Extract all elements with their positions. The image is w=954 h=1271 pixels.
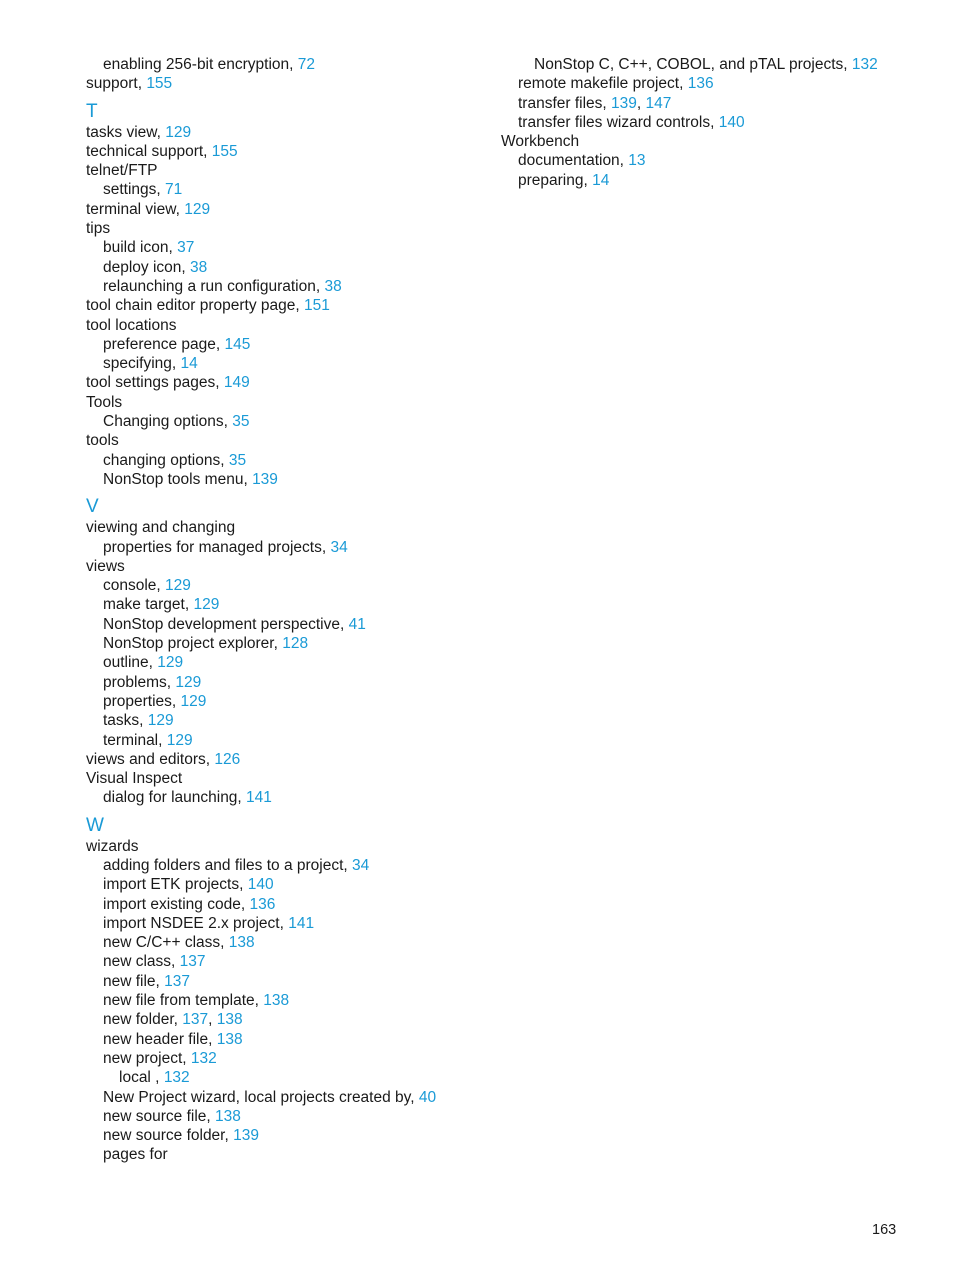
index-term: views and editors, bbox=[86, 750, 215, 768]
index-entry bbox=[86, 373, 486, 392]
index-entry bbox=[86, 296, 486, 315]
page-link[interactable]: 141 bbox=[288, 914, 315, 932]
index-term: build icon, bbox=[103, 239, 178, 257]
index-letter-heading: T bbox=[86, 100, 98, 122]
page-link[interactable]: 71 bbox=[165, 181, 183, 199]
index-term: adding folders and files to a project, bbox=[103, 856, 353, 874]
index-entry bbox=[86, 161, 486, 180]
index-term: tools bbox=[86, 432, 119, 450]
index-entry bbox=[86, 933, 486, 952]
index-term: import existing code, bbox=[103, 895, 250, 913]
index-term: support, bbox=[86, 75, 147, 93]
index-term: relaunching a run configuration, bbox=[103, 277, 325, 295]
index-term: import NSDEE 2.x project, bbox=[103, 914, 289, 932]
index-entry bbox=[86, 914, 486, 933]
index-term: tasks, bbox=[103, 712, 148, 730]
index-entry bbox=[86, 55, 486, 74]
index-entry bbox=[86, 538, 486, 557]
index-entry bbox=[86, 219, 486, 238]
page-link[interactable]: 37 bbox=[177, 239, 195, 257]
page-link[interactable]: 129 bbox=[157, 654, 184, 672]
index-column-right bbox=[501, 55, 921, 190]
index-entry bbox=[86, 788, 486, 807]
index-entry bbox=[86, 991, 486, 1010]
index-term: Changing options, bbox=[103, 413, 233, 431]
index-entry bbox=[86, 692, 486, 711]
index-entry bbox=[86, 1049, 486, 1068]
index-entry bbox=[86, 875, 486, 894]
index-entry bbox=[86, 180, 486, 199]
index-entry bbox=[86, 277, 486, 296]
index-term: preference page, bbox=[103, 335, 225, 353]
index-entry bbox=[86, 1107, 486, 1126]
page-link[interactable]: 38 bbox=[324, 277, 342, 295]
index-term: NonStop development perspective, bbox=[103, 615, 349, 633]
index-term: new source folder, bbox=[103, 1127, 234, 1145]
index-term: new source file, bbox=[103, 1107, 215, 1125]
index-term: remote makefile project, bbox=[518, 75, 688, 93]
index-entry bbox=[86, 711, 486, 730]
page-link[interactable]: 141 bbox=[246, 789, 272, 807]
index-entry bbox=[86, 750, 486, 769]
index-term: transfer files, bbox=[518, 94, 612, 112]
index-letter-heading: W bbox=[86, 814, 104, 836]
index-term: properties, bbox=[103, 692, 181, 710]
index-term: new folder, bbox=[103, 1011, 183, 1029]
page-link[interactable]: 138 bbox=[216, 1030, 243, 1048]
index-term: Visual Inspect bbox=[86, 770, 183, 788]
index-entry bbox=[86, 972, 486, 991]
index-term: pages for bbox=[103, 1146, 168, 1164]
page-link[interactable]: 41 bbox=[348, 615, 366, 633]
index-term: specifying, bbox=[103, 355, 181, 373]
page-link[interactable]: 132 bbox=[851, 56, 878, 73]
index-entry bbox=[86, 769, 486, 788]
page-link[interactable]: 126 bbox=[214, 750, 241, 768]
page-link[interactable]: 145 bbox=[224, 335, 251, 353]
index-entry bbox=[86, 200, 486, 219]
page-link[interactable]: 136 bbox=[249, 895, 276, 913]
page-link[interactable]: 13 bbox=[628, 152, 646, 170]
page-number: 163 bbox=[872, 1222, 897, 1238]
index-term: preparing, bbox=[518, 171, 593, 189]
index-term: enabling 256-bit encryption, bbox=[103, 56, 298, 73]
index-term: Workbench bbox=[501, 133, 580, 151]
index-entry bbox=[86, 856, 486, 875]
index-term: properties for managed projects, bbox=[103, 538, 331, 556]
page-link[interactable]: 149 bbox=[223, 374, 250, 392]
index-entry bbox=[86, 470, 486, 489]
index-entry bbox=[86, 238, 486, 257]
index-entry bbox=[86, 1145, 486, 1164]
page-link[interactable]: 151 bbox=[304, 297, 330, 315]
index-entry bbox=[86, 1068, 486, 1087]
index-entry bbox=[86, 595, 486, 614]
page-link[interactable]: 129 bbox=[166, 731, 193, 749]
index-term: transfer files wizard controls, bbox=[518, 113, 719, 131]
page-link[interactable]: 137 bbox=[179, 953, 206, 971]
index-term: outline, bbox=[103, 654, 158, 672]
page-link[interactable]: 129 bbox=[180, 692, 207, 710]
index-term: viewing and changing bbox=[86, 519, 236, 537]
index-entry bbox=[86, 837, 486, 856]
index-term: documentation, bbox=[518, 152, 629, 170]
index-entry bbox=[86, 74, 486, 93]
page-link[interactable]: 129 bbox=[175, 673, 202, 691]
page-link[interactable]: 138 bbox=[263, 992, 290, 1010]
index-term: problems, bbox=[103, 673, 176, 691]
index-entry bbox=[86, 653, 486, 672]
index-term: views bbox=[86, 557, 125, 575]
page-link[interactable]: 34 bbox=[352, 856, 370, 874]
index-entry bbox=[86, 354, 486, 373]
index-term: dialog for launching, bbox=[103, 789, 247, 807]
index-entry bbox=[86, 634, 486, 653]
index-entry: new folder, 137, 138 bbox=[103, 1011, 243, 1029]
index-entry bbox=[86, 576, 486, 595]
index-entry bbox=[86, 393, 486, 412]
index-entry bbox=[501, 74, 921, 93]
page-link[interactable]: 147 bbox=[645, 94, 672, 112]
page-link[interactable]: 35 bbox=[232, 413, 250, 431]
page-link[interactable]: 155 bbox=[211, 142, 238, 160]
page-link[interactable]: 14 bbox=[592, 171, 610, 189]
page-link[interactable]: 138 bbox=[216, 1011, 243, 1029]
index-term: tips bbox=[86, 220, 111, 238]
page-link[interactable]: 129 bbox=[147, 712, 174, 730]
page-link[interactable]: 136 bbox=[687, 75, 714, 93]
index-term: import ETK projects, bbox=[103, 876, 248, 894]
index-entry bbox=[86, 123, 486, 142]
index-letter-heading: V bbox=[86, 496, 99, 518]
page-link[interactable]: 139 bbox=[233, 1127, 259, 1145]
index-term: NonStop tools menu, bbox=[103, 470, 253, 488]
page-link[interactable]: 140 bbox=[718, 113, 745, 131]
index-term: terminal view, bbox=[86, 200, 185, 218]
index-entry bbox=[86, 895, 486, 914]
index-entry bbox=[86, 1030, 486, 1049]
index-entry bbox=[501, 55, 921, 74]
index-entry bbox=[501, 132, 921, 151]
page-link[interactable]: 72 bbox=[297, 56, 315, 73]
page-link[interactable]: 140 bbox=[247, 876, 274, 894]
index-term: NonStop project explorer, bbox=[103, 635, 283, 653]
page-link[interactable]: 155 bbox=[146, 75, 173, 93]
index-entry bbox=[86, 258, 486, 277]
index-entry bbox=[86, 412, 486, 431]
page-link[interactable]: 138 bbox=[215, 1107, 241, 1125]
index-term: technical support, bbox=[86, 142, 212, 160]
index-entry bbox=[86, 615, 486, 634]
index-entry bbox=[86, 673, 486, 692]
index-term: New Project wizard, local projects created by, bbox=[103, 1088, 419, 1106]
index-entry bbox=[86, 1126, 486, 1145]
index-entry bbox=[86, 731, 486, 750]
index-term: Tools bbox=[86, 393, 123, 411]
index-entry bbox=[86, 451, 486, 470]
page-link[interactable]: 129 bbox=[184, 200, 211, 218]
index-entry bbox=[86, 142, 486, 161]
index-term: telnet/FTP bbox=[86, 162, 158, 180]
index-term: new project, bbox=[103, 1049, 191, 1067]
page-link[interactable]: 14 bbox=[180, 355, 198, 373]
page-link[interactable]: 132 bbox=[163, 1069, 190, 1087]
index-entry bbox=[86, 952, 486, 971]
index-term: tool locations bbox=[86, 316, 177, 334]
page-link[interactable]: 132 bbox=[190, 1049, 217, 1067]
index-entry bbox=[501, 171, 921, 190]
page-link[interactable]: 35 bbox=[228, 451, 247, 469]
index-term: new header file, bbox=[103, 1030, 217, 1048]
index-term: new file from template, bbox=[103, 992, 264, 1010]
index-term: new class, bbox=[103, 953, 180, 971]
page-link[interactable]: 139 bbox=[252, 470, 278, 488]
index-term: tasks view, bbox=[86, 123, 166, 141]
page-link[interactable]: 129 bbox=[165, 577, 191, 595]
index-entry bbox=[501, 151, 921, 170]
index-term: wizards bbox=[86, 837, 139, 855]
page-link[interactable]: 129 bbox=[193, 596, 220, 614]
index-entry bbox=[86, 1088, 486, 1107]
index-term: changing options, bbox=[103, 451, 229, 469]
page-link[interactable]: 138 bbox=[228, 934, 255, 952]
index-entry bbox=[86, 316, 486, 335]
page-link[interactable]: 34 bbox=[330, 538, 348, 556]
index-term: tool settings pages, bbox=[86, 374, 224, 392]
page-link[interactable]: 38 bbox=[190, 258, 208, 276]
index-term: new file, bbox=[103, 972, 165, 990]
index-entry bbox=[86, 335, 486, 354]
index-term: terminal, bbox=[103, 731, 167, 749]
index-column-left bbox=[86, 55, 486, 1165]
page-link[interactable]: 139 bbox=[611, 94, 637, 112]
page-link[interactable]: 129 bbox=[165, 123, 192, 141]
index-entry bbox=[86, 431, 486, 450]
index-term: NonStop C, C++, COBOL, and pTAL projects, bbox=[534, 56, 852, 73]
index-term: tool chain editor property page, bbox=[86, 297, 304, 315]
page-link[interactable]: 137 bbox=[182, 1011, 209, 1029]
index-entry: transfer files, 139, 147 bbox=[518, 94, 672, 112]
index-entry bbox=[86, 518, 486, 537]
page-link[interactable]: 128 bbox=[282, 635, 309, 653]
index-term: new C/C++ class, bbox=[103, 934, 229, 952]
index-entry bbox=[501, 113, 921, 132]
index-term: settings, bbox=[103, 181, 166, 199]
index-term: make target, bbox=[103, 596, 194, 614]
index-term: deploy icon, bbox=[103, 258, 191, 276]
page-link[interactable]: 40 bbox=[418, 1088, 437, 1106]
page-link[interactable]: 137 bbox=[164, 972, 191, 990]
index-entry bbox=[86, 557, 486, 576]
index-term: console, bbox=[103, 577, 166, 595]
index-term: local , bbox=[119, 1069, 164, 1087]
